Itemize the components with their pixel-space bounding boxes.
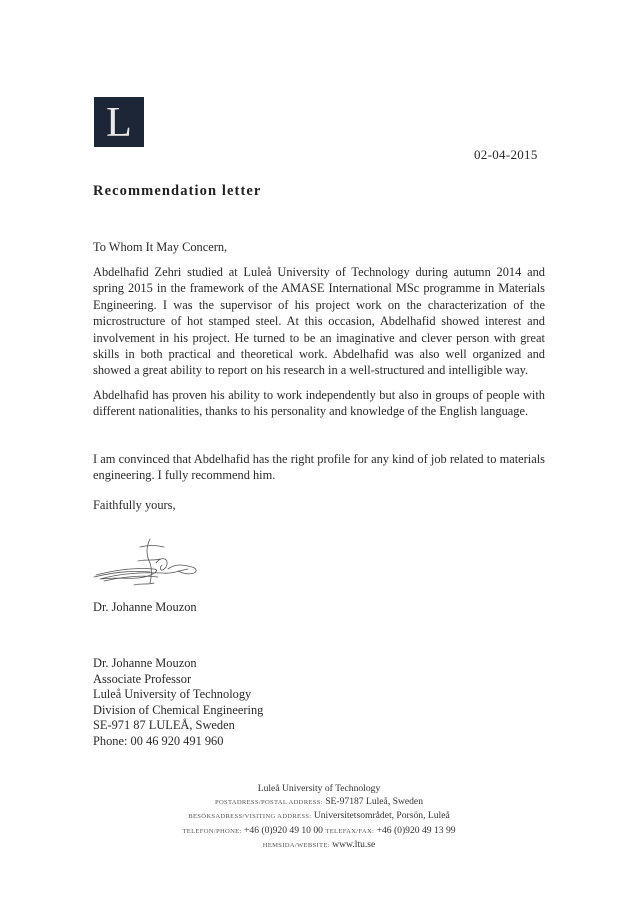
footer-phone-label: TELEFON/PHONE: (182, 827, 242, 835)
footer-website (0, 838, 638, 852)
footer-visiting-label: BESÖKSADRESS/VISITING ADDRESS: (188, 813, 312, 821)
footer-university: Luleå University of Technology (257, 783, 381, 794)
contact-phone: Phone: 00 46 920 491 960 (93, 733, 224, 748)
letter-date: 02-04-2015 (474, 147, 538, 162)
contact-division: Division of Chemical Engineering (93, 702, 264, 717)
logo-letter: L (106, 100, 132, 146)
paragraph-2: Abdelhafid has proven his ability to work independently but also in groups of people with different nationalities, thanks to his personality and knowledge of the English language. (93, 388, 545, 419)
footer-postal (0, 795, 638, 809)
contact-university: Luleå University of Technology (93, 687, 252, 702)
university-logo (94, 97, 144, 147)
contact-position: Associate Professor (93, 671, 192, 686)
footer-website-label: HEMSIDA/WEBSITE: (262, 841, 330, 849)
paragraph-1: Abdelhafid Zehri studied at Luleå University of Technology during autumn 2014 and spring 2015 in the framework of the AMASE International MSc programme in Materials Engineering. I was the supervisor of his project work on the characterization of the microstructure of hot stamped steel. At this occasion, Abdelhafid showed interest and involvement in his project. He turned to be an imaginative and clever person with great skills in both practical and theoretical work. Abdelhafid was also well organized and showed a great ability to report on his research in a well-structured and intelligible way. (93, 265, 545, 378)
signature-name: Dr. Johanne Mouzon (93, 600, 197, 614)
closing: Faithfully yours, (93, 498, 176, 512)
footer-visiting (0, 809, 638, 823)
footer-fax-label: TELEFAX/FAX: (325, 827, 375, 835)
letter-title: Recommendation letter (93, 183, 262, 199)
letter-footer (0, 782, 638, 852)
footer-phone-fax (0, 824, 638, 838)
footer-website-value: www.ltu.se (332, 838, 376, 850)
paragraph-3: I am convinced that Abdelhafid has the right profile for any kind of job related to materials engineering. I fully recommend him. (93, 452, 545, 483)
footer-phone-value: +46 (0)920 49 10 00 (244, 824, 323, 836)
footer-postal-value: SE-97187 Luleå, Sweden (325, 796, 423, 808)
footer-fax-value: +46 (0)920 49 13 99 (376, 824, 456, 836)
contact-block (93, 656, 263, 750)
greeting: To Whom It May Concern, (93, 240, 228, 254)
contact-address: SE-971 87 LULEÅ, Sweden (93, 718, 235, 733)
footer-visiting-value: Universitetsområdet, Porsön, Luleå (313, 810, 450, 822)
contact-name: Dr. Johanne Mouzon (93, 656, 197, 670)
handwritten-signature (92, 533, 204, 593)
footer-postal-label: POSTADRESS/POSTAL ADDRESS: (214, 799, 323, 807)
